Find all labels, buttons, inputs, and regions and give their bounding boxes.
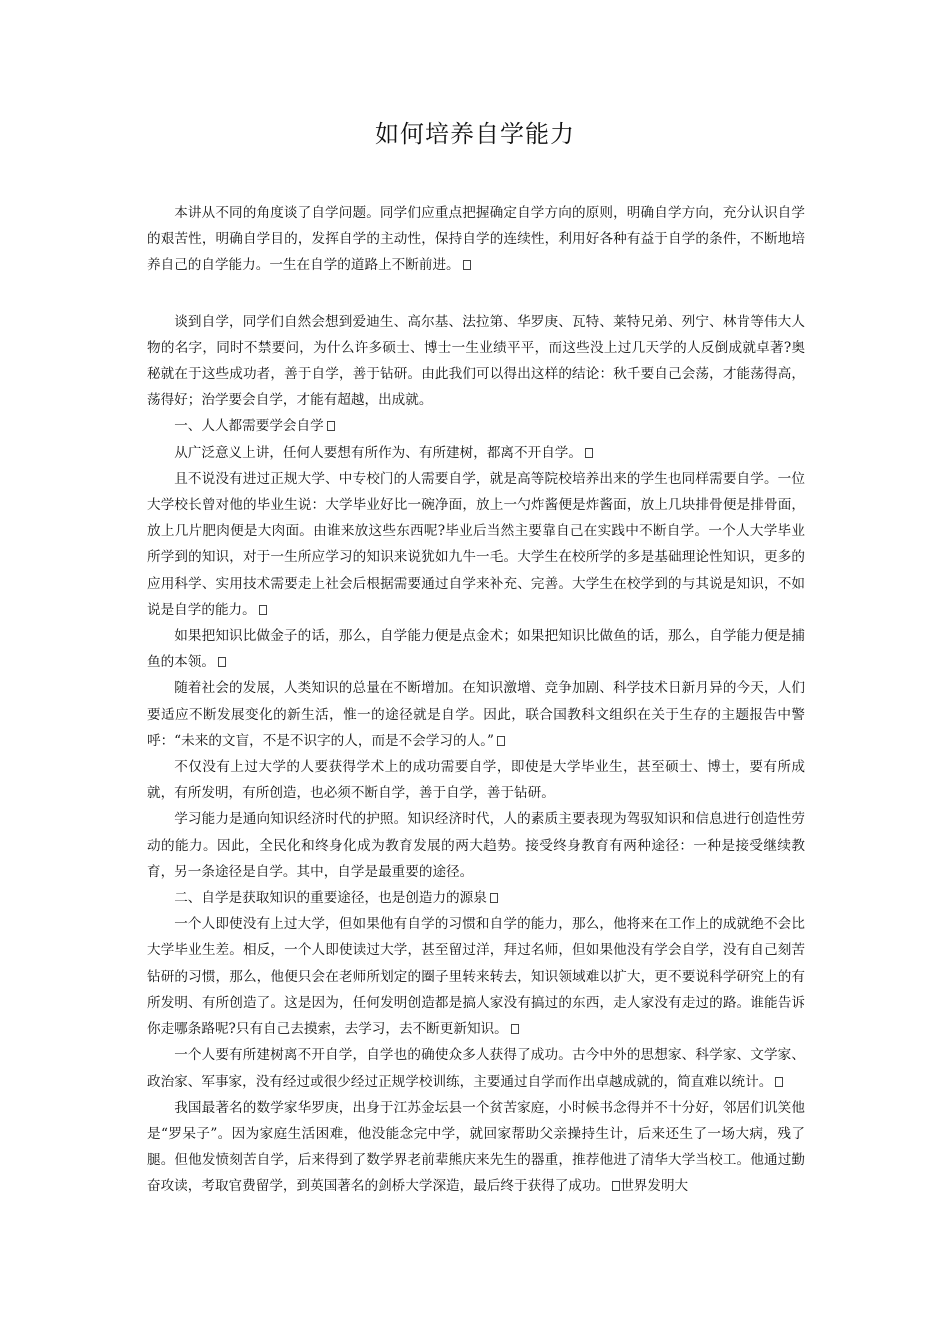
missing-glyph-box-icon [775, 1077, 783, 1087]
heading-text: 二、自学是获取知识的重要途径，也是创造力的源泉 [174, 890, 487, 907]
paragraph-text: 学习能力是通向知识经济时代的护照。知识经济时代，人的素质主要表现为驾驭知识和信息进行创造性劳动的能力。因此，全民化和终身化成为教育发展的两大趋势。接受终身教育有两种途径：一种是接受继续教育，另一条途径是自学。其中，自学是最重要的途径。 [147, 811, 805, 880]
body-paragraph [147, 466, 805, 623]
missing-glyph-box-icon [218, 657, 226, 667]
paragraph-text: 不仅没有上过大学的人要获得学术上的成功需要自学，即使是大学毕业生，甚至硕士、博士，要有所成就，有所发明，有所创造，也必须不断自学，善于自学，善于钻研。 [147, 759, 805, 802]
paragraph-text: 如果把知识比做金子的话，那么，自学能力便是点金术；如果把知识比做鱼的话，那么，自学能力便是捕鱼的本领。 [147, 628, 805, 671]
paragraph-text-continuation: 世界发明大 [620, 1178, 689, 1195]
missing-glyph-box-icon [612, 1181, 620, 1191]
body-paragraph [147, 911, 805, 1042]
paragraph-text: 且不说没有进过正规大学、中专校门的人需要自学，就是高等院校培养出来的学生也同样需要自学。一位大学校长曾对他的毕业生说：大学毕业好比一碗净面，放上一勺炸酱便是炸酱面，放上几块排骨便是排骨面，放上几片肥肉便是大肉面。由谁来放这些东西呢?毕业后当然主要靠自己在实践中不断自学。一个人大学毕业所学到的知识，对于一生所应学习的知识来说犹如九牛一毛。大学生在校所学的多是基础理论性知识，更多的应用科学、实用技术需要走上社会后根据需要通过自学来补充、完善。大学生在校学到的与其说是知识，不如说是自学的能力。 [147, 470, 805, 618]
missing-glyph-box-icon [585, 448, 593, 458]
body-paragraph [147, 806, 805, 885]
section-heading-2 [147, 885, 805, 911]
paragraph-spacer [147, 279, 805, 309]
paragraph-text: 谈到自学，同学们自然会想到爱迪生、高尔基、法拉第、华罗庚、瓦特、莱特兄弟、列宁、林肯等伟大人物的名字，同时不禁要问，为什么许多硕士、博士一生业绩平平，而这些没上过几天学的人反倒成就卓著?奥秘就在于这些成功者，善于自学，善于钻研。由此我们可以得出这样的结论：秋千要自己会荡，才能荡得高，荡得好；治学要会自学，才能有超越，出成就。 [147, 313, 805, 409]
heading-text: 一、人人都需要学会自学 [174, 418, 324, 435]
missing-glyph-box-icon [497, 736, 505, 746]
missing-glyph-box-icon [490, 893, 498, 903]
body-paragraph [147, 1042, 805, 1094]
paragraph-text: 我国最著名的数学家华罗庚，出身于江苏金坛县一个贫苦家庭，小时候书念得并不十分好，邻居们讥笑他是“罗呆子”。因为家庭生活困难，他没能念完中学，就回家帮助父亲操持生计，后来还生了一场大病，残了腿。但他发愤刻苦自学，后来得到了数学界老前辈熊庆来先生的器重，推荐他进了清华大学当校工。他通过勤奋攻读，考取官费留学，到英国著名的剑桥大学深造，最后终于获得了成功。 [147, 1099, 805, 1195]
paragraph-text: 本讲从不同的角度谈了自学问题。同学们应重点把握确定自学方向的原则，明确自学方向，充分认识自学的艰苦性，明确自学目的，发挥自学的主动性，保持自学的连续性，利用好各种有益于自学的条件，不断地培养自己的自学能力。一生在自学的道路上不断前进。 [147, 205, 805, 274]
missing-glyph-box-icon [463, 260, 471, 270]
body-paragraph [147, 440, 805, 466]
body-paragraph [147, 623, 805, 675]
body-paragraph [147, 309, 805, 414]
body-paragraph [147, 1095, 805, 1200]
missing-glyph-box-icon [511, 1024, 519, 1034]
missing-glyph-box-icon [259, 605, 267, 615]
missing-glyph-box-icon [327, 421, 335, 431]
paragraph-text: 一个人要有所建树离不开自学，自学也的确使众多人获得了成功。古今中外的思想家、科学家、文学家、政治家、军事家，没有经过或很少经过正规学校训练，主要通过自学而作出卓越成就的，简直难以统计。 [147, 1047, 805, 1090]
intro-paragraph [147, 200, 805, 279]
paragraph-text: 从广泛意义上讲，任何人要想有所作为、有所建树，都离不开自学。 [174, 444, 582, 461]
body-paragraph [147, 754, 805, 806]
document-title: 如何培养自学能力 [375, 120, 575, 148]
paragraph-text: 一个人即使没有上过大学，但如果他有自学的习惯和自学的能力，那么，他将来在工作上的成就绝不会比大学毕业生差。相反，一个人即使读过大学，甚至留过洋，拜过名师，但如果他没有学会自学，没有自己刻苦钻研的习惯，那么，他便只会在老师所划定的圈子里转来转去，知识领域难以扩大，更不要说科学研究上的有所发明、有所创造了。这是因为，任何发明创造都是搞人家没有搞过的东西，走人家没有走过的路。谁能告诉你走哪条路呢?只有自己去摸索，去学习，去不断更新知识。 [147, 916, 805, 1038]
paragraph-text: 随着社会的发展，人类知识的总量在不断增加。在知识激增、竞争加剧、科学技术日新月异的今天，人们要适应不断发展变化的新生活，惟一的途径就是自学。因此，联合国教科文组织在关于生存的主题报告中警呼：“未来的文盲，不是不识字的人，而是不会学习的人。” [147, 680, 805, 749]
section-heading-1 [147, 413, 805, 439]
body-paragraph [147, 675, 805, 754]
document-body [147, 200, 805, 1200]
